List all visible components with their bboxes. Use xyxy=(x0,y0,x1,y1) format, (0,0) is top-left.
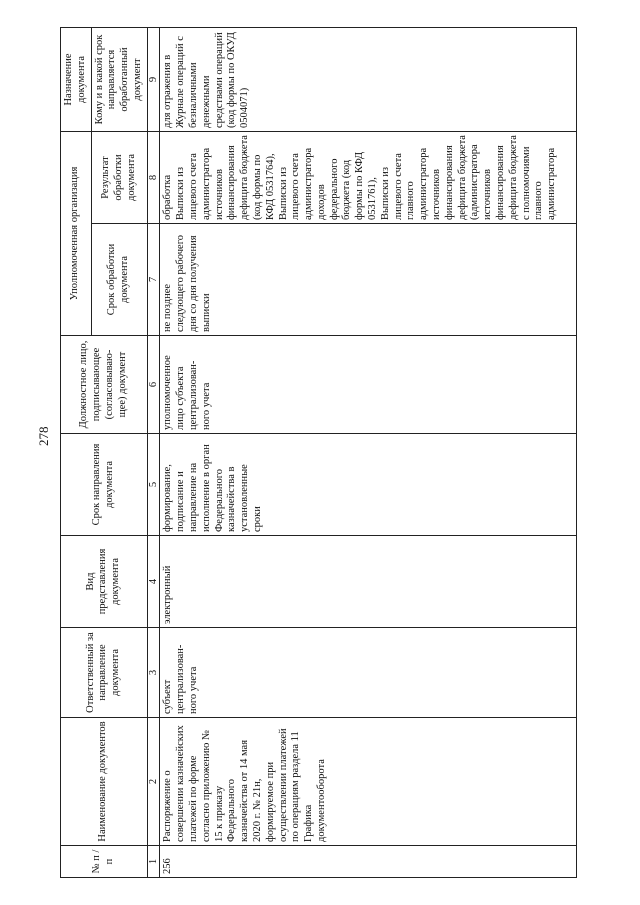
header-recipient: Кому и в какой срок направляется обработанный документ xyxy=(91,28,147,132)
row-recipient: для отражения в Журнале операций с безналичными денежными средствами операций (код формы по ОКУД 0504071) xyxy=(160,28,577,132)
index-cell: 5 xyxy=(147,434,160,536)
row-document-name: Распоряжение о совершении казначейских платежей по форме согласно приложению № 15 к приказу Федерального казначейства от 14 мая 2020 г. № 21н, формируемое при осуществлении платежей по операциям раздела 11 Графика документооборота xyxy=(160,718,577,846)
row-responsible: субъект централизован- ного учета xyxy=(160,628,577,718)
row-result: обработка Выписки из лицевого счета администратора источников финансирования дефицита бюджета (код формы по КФД 0531764), Выписки из лицевого счета администратора доходов федерального бюджета (код формы по КФД 0531761), Выписки из лицевого счета главного администратора источников финансирования дефицита бюджета (администратора источников финансирования дефицита бюджета с полномочиями главного администратора xyxy=(160,132,577,224)
row-deadline: формирование, подписание и направление на исполнение в орган Федерального казначейства в установленные сроки xyxy=(160,434,577,536)
index-cell: 9 xyxy=(147,28,160,132)
row-form: электронный xyxy=(160,536,577,628)
header-deadline: Срок направления документа xyxy=(61,434,148,536)
index-cell: 4 xyxy=(147,536,160,628)
index-cell: 8 xyxy=(147,132,160,224)
page-number: 278 xyxy=(36,426,51,446)
index-cell: 1 xyxy=(147,846,160,878)
index-cell: 2 xyxy=(147,718,160,846)
header-name: Наименование документов xyxy=(61,718,148,846)
row-signer: уполномоченное лицо субъекта централизован- ного учета xyxy=(160,336,577,434)
document-sheet xyxy=(60,28,594,878)
row-number: 256 xyxy=(160,846,577,878)
index-cell: 7 xyxy=(147,224,160,336)
index-cell: 3 xyxy=(147,628,160,718)
header-num: № п / п xyxy=(61,846,148,878)
table-row xyxy=(160,28,577,878)
header-form: Вид представления документа xyxy=(61,536,148,628)
header-group-org: Уполномоченная организация xyxy=(61,132,92,336)
header-row xyxy=(61,28,92,878)
documents-table xyxy=(60,27,577,878)
header-result: Результат обработки документа xyxy=(91,132,147,224)
row-processing-time: не позднее следующего рабочего дня со дня получения выписки xyxy=(160,224,577,336)
header-responsible: Ответственный за направление документа xyxy=(61,628,148,718)
header-signer: Должностное лицо, подписывающее (согласовываю- щее) документ xyxy=(61,336,148,434)
index-cell: 6 xyxy=(147,336,160,434)
header-processing-time: Срок обработки документа xyxy=(91,224,147,336)
index-row xyxy=(147,28,160,878)
header-group-purpose: Назначение документа xyxy=(61,28,92,132)
